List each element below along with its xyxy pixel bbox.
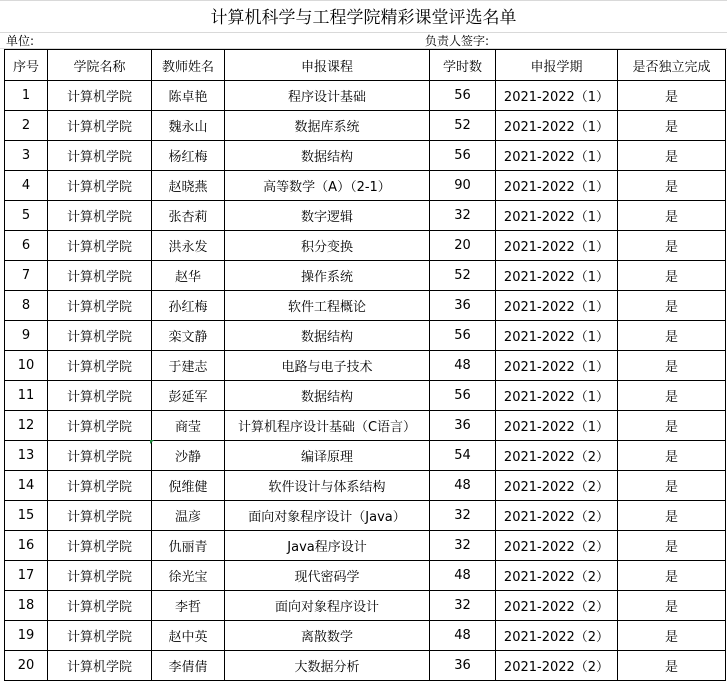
cell-independent[interactable]: 是 — [618, 351, 726, 381]
selection-table — [4, 49, 726, 681]
cell-term[interactable]: 2021-2022（1） — [496, 201, 618, 231]
cell-independent[interactable]: 是 — [618, 381, 726, 411]
cell-teacher[interactable]: 陈卓艳 — [152, 81, 225, 111]
cell-hours[interactable]: 56 — [430, 81, 496, 111]
cell-college[interactable]: 计算机学院 — [48, 531, 152, 561]
table-row — [5, 471, 726, 501]
cell-index[interactable]: 12 — [5, 411, 48, 441]
cell-index[interactable]: 4 — [5, 171, 48, 201]
cell-index[interactable]: 20 — [5, 651, 48, 681]
cell-teacher[interactable]: 李倩倩 — [152, 651, 225, 681]
cell-hours[interactable]: 56 — [430, 321, 496, 351]
cell-course[interactable]: 数据结构 — [225, 381, 430, 411]
cell-index[interactable]: 17 — [5, 561, 48, 591]
cell-term[interactable]: 2021-2022（1） — [496, 81, 618, 111]
cell-teacher[interactable]: 栾文静 — [152, 321, 225, 351]
cell-hours[interactable]: 48 — [430, 351, 496, 381]
cell-independent[interactable]: 是 — [618, 441, 726, 471]
cell-college[interactable]: 计算机学院 — [48, 171, 152, 201]
header-cell-independent[interactable]: 是否独立完成 — [618, 50, 726, 81]
cell-term[interactable]: 2021-2022（2） — [496, 471, 618, 501]
cell-course[interactable]: 大数据分析 — [225, 651, 430, 681]
cell-course[interactable]: 面向对象程序设计（Java） — [225, 501, 430, 531]
cell-teacher[interactable]: 于建志 — [152, 351, 225, 381]
cell-term[interactable]: 2021-2022（1） — [496, 321, 618, 351]
cell-comment-marker — [150, 440, 154, 444]
cell-independent[interactable]: 是 — [618, 171, 726, 201]
cell-course[interactable]: 面向对象程序设计 — [225, 591, 430, 621]
table-row — [5, 321, 726, 351]
cell-term[interactable]: 2021-2022（2） — [496, 651, 618, 681]
cell-hours[interactable]: 54 — [430, 441, 496, 471]
cell-index[interactable]: 10 — [5, 351, 48, 381]
cell-independent[interactable]: 是 — [618, 411, 726, 441]
cell-college[interactable]: 计算机学院 — [48, 411, 152, 441]
cell-term[interactable]: 2021-2022（2） — [496, 501, 618, 531]
cell-teacher[interactable]: 杨红梅 — [152, 141, 225, 171]
cell-course[interactable]: 操作系统 — [225, 261, 430, 291]
table-row — [5, 561, 726, 591]
table-row — [5, 441, 726, 471]
header-cell-course[interactable]: 申报课程 — [225, 50, 430, 81]
table-row — [5, 261, 726, 291]
cell-hours[interactable]: 48 — [430, 561, 496, 591]
cell-independent[interactable]: 是 — [618, 111, 726, 141]
cell-college[interactable]: 计算机学院 — [48, 201, 152, 231]
cell-hours[interactable]: 36 — [430, 291, 496, 321]
cell-teacher[interactable]: 魏永山 — [152, 111, 225, 141]
cell-index[interactable]: 2 — [5, 111, 48, 141]
cell-hours[interactable]: 48 — [430, 471, 496, 501]
cell-independent[interactable]: 是 — [618, 231, 726, 261]
cell-college[interactable]: 计算机学院 — [48, 231, 152, 261]
table-row — [5, 591, 726, 621]
cell-term[interactable]: 2021-2022（1） — [496, 291, 618, 321]
cell-independent[interactable]: 是 — [618, 141, 726, 171]
cell-index[interactable]: 1 — [5, 81, 48, 111]
cell-independent[interactable]: 是 — [618, 561, 726, 591]
cell-term[interactable]: 2021-2022（1） — [496, 411, 618, 441]
cell-term[interactable]: 2021-2022（2） — [496, 591, 618, 621]
cell-index[interactable]: 5 — [5, 201, 48, 231]
cell-teacher[interactable]: 赵中英 — [152, 621, 225, 651]
cell-course[interactable]: 软件工程概论 — [225, 291, 430, 321]
cell-term[interactable]: 2021-2022（1） — [496, 351, 618, 381]
cell-college[interactable]: 计算机学院 — [48, 321, 152, 351]
table-row — [5, 81, 726, 111]
table-body — [5, 81, 726, 681]
cell-index[interactable]: 11 — [5, 381, 48, 411]
cell-teacher[interactable]: 倪维健 — [152, 471, 225, 501]
table-row — [5, 651, 726, 681]
cell-course[interactable]: 数据结构 — [225, 141, 430, 171]
cell-independent[interactable]: 是 — [618, 651, 726, 681]
cell-hours[interactable]: 32 — [430, 531, 496, 561]
cell-independent[interactable]: 是 — [618, 81, 726, 111]
cell-college[interactable]: 计算机学院 — [48, 291, 152, 321]
cell-college[interactable]: 计算机学院 — [48, 111, 152, 141]
cell-hours[interactable]: 48 — [430, 621, 496, 651]
table-row — [5, 411, 726, 441]
cell-hours[interactable]: 52 — [430, 261, 496, 291]
cell-hours[interactable]: 32 — [430, 501, 496, 531]
cell-hours[interactable]: 20 — [430, 231, 496, 261]
cell-independent[interactable]: 是 — [618, 201, 726, 231]
cell-index[interactable]: 18 — [5, 591, 48, 621]
cell-independent[interactable]: 是 — [618, 261, 726, 291]
cell-index[interactable]: 8 — [5, 291, 48, 321]
cell-college[interactable]: 计算机学院 — [48, 651, 152, 681]
cell-teacher[interactable]: 彭延军 — [152, 381, 225, 411]
cell-college[interactable]: 计算机学院 — [48, 141, 152, 171]
cell-hours[interactable]: 90 — [430, 171, 496, 201]
cell-teacher[interactable]: 李哲 — [152, 591, 225, 621]
cell-index[interactable]: 16 — [5, 531, 48, 561]
cell-teacher[interactable]: 张杏莉 — [152, 201, 225, 231]
table-row — [5, 231, 726, 261]
cell-independent[interactable]: 是 — [618, 621, 726, 651]
cell-term[interactable]: 2021-2022（1） — [496, 261, 618, 291]
cell-term[interactable]: 2021-2022（2） — [496, 531, 618, 561]
header-row — [5, 50, 726, 81]
table-row — [5, 291, 726, 321]
cell-course[interactable]: 离散数学 — [225, 621, 430, 651]
table-row — [5, 171, 726, 201]
cell-hours[interactable]: 32 — [430, 591, 496, 621]
cell-course[interactable]: 软件设计与体系结构 — [225, 471, 430, 501]
cell-college[interactable]: 计算机学院 — [48, 261, 152, 291]
cell-term[interactable]: 2021-2022（1） — [496, 111, 618, 141]
cell-teacher[interactable]: 徐光宝 — [152, 561, 225, 591]
header-cell-college[interactable]: 学院名称 — [48, 50, 152, 81]
cell-independent[interactable]: 是 — [618, 471, 726, 501]
cell-course[interactable]: 数据库系统 — [225, 111, 430, 141]
cell-college[interactable]: 计算机学院 — [48, 351, 152, 381]
cell-term[interactable]: 2021-2022（2） — [496, 621, 618, 651]
cell-course[interactable]: 现代密码学 — [225, 561, 430, 591]
cell-hours[interactable]: 36 — [430, 411, 496, 441]
cell-course[interactable]: 数字逻辑 — [225, 201, 430, 231]
cell-index[interactable]: 15 — [5, 501, 48, 531]
table-row — [5, 531, 726, 561]
cell-index[interactable]: 9 — [5, 321, 48, 351]
cell-term[interactable]: 2021-2022（1） — [496, 381, 618, 411]
cell-course[interactable]: 高等数学（A）（2-1） — [225, 171, 430, 201]
cell-hours[interactable]: 36 — [430, 651, 496, 681]
cell-teacher[interactable]: 孙红梅 — [152, 291, 225, 321]
cell-teacher[interactable]: 商莹 — [152, 411, 225, 441]
cell-teacher[interactable]: 赵华 — [152, 261, 225, 291]
cell-course[interactable]: 计算机程序设计基础（C语言） — [225, 411, 430, 441]
cell-index[interactable]: 7 — [5, 261, 48, 291]
header-cell-hours[interactable]: 学时数 — [430, 50, 496, 81]
cell-course[interactable]: 编译原理 — [225, 441, 430, 471]
cell-term[interactable]: 2021-2022（1） — [496, 171, 618, 201]
cell-index[interactable]: 14 — [5, 471, 48, 501]
table-row — [5, 201, 726, 231]
cell-college[interactable]: 计算机学院 — [48, 441, 152, 471]
unit-label: 单位: — [6, 34, 35, 48]
header-cell-term[interactable]: 申报学期 — [496, 50, 618, 81]
cell-hours[interactable]: 52 — [430, 111, 496, 141]
cell-index[interactable]: 6 — [5, 231, 48, 261]
cell-college[interactable]: 计算机学院 — [48, 381, 152, 411]
cell-index[interactable]: 13 — [5, 441, 48, 471]
cell-college[interactable]: 计算机学院 — [48, 621, 152, 651]
page-title: 计算机科学与工程学院精彩课堂评选名单 — [210, 8, 517, 28]
cell-college[interactable]: 计算机学院 — [48, 471, 152, 501]
cell-teacher[interactable]: 仇丽青 — [152, 531, 225, 561]
cell-term[interactable]: 2021-2022（2） — [496, 441, 618, 471]
cell-college[interactable]: 计算机学院 — [48, 501, 152, 531]
cell-independent[interactable]: 是 — [618, 591, 726, 621]
cell-course[interactable]: Java程序设计 — [225, 531, 430, 561]
cell-teacher[interactable]: 温彦 — [152, 501, 225, 531]
cell-hours[interactable]: 32 — [430, 201, 496, 231]
cell-course[interactable]: 程序设计基础 — [225, 81, 430, 111]
cell-term[interactable]: 2021-2022（1） — [496, 231, 618, 261]
cell-independent[interactable]: 是 — [618, 321, 726, 351]
table-row — [5, 111, 726, 141]
cell-course[interactable]: 积分变换 — [225, 231, 430, 261]
table-row — [5, 141, 726, 171]
cell-college[interactable]: 计算机学院 — [48, 81, 152, 111]
table-row — [5, 621, 726, 651]
cell-independent[interactable]: 是 — [618, 531, 726, 561]
cell-term[interactable]: 2021-2022（2） — [496, 561, 618, 591]
cell-teacher[interactable]: 洪永发 — [152, 231, 225, 261]
cell-independent[interactable]: 是 — [618, 291, 726, 321]
cell-index[interactable]: 19 — [5, 621, 48, 651]
cell-hours[interactable]: 56 — [430, 141, 496, 171]
header-cell-index[interactable]: 序号 — [5, 50, 48, 81]
cell-teacher[interactable]: 沙静 — [152, 441, 225, 471]
cell-college[interactable]: 计算机学院 — [48, 591, 152, 621]
cell-term[interactable]: 2021-2022（1） — [496, 141, 618, 171]
cell-course[interactable]: 数据结构 — [225, 321, 430, 351]
table-row — [5, 501, 726, 531]
header-cell-teacher[interactable]: 教师姓名 — [152, 50, 225, 81]
table-row — [5, 351, 726, 381]
signer-label: 负责人签字: — [425, 34, 490, 48]
cell-teacher[interactable]: 赵晓燕 — [152, 171, 225, 201]
table-row — [5, 381, 726, 411]
cell-independent[interactable]: 是 — [618, 501, 726, 531]
cell-hours[interactable]: 56 — [430, 381, 496, 411]
cell-index[interactable]: 3 — [5, 141, 48, 171]
cell-college[interactable]: 计算机学院 — [48, 561, 152, 591]
cell-course[interactable]: 电路与电子技术 — [225, 351, 430, 381]
